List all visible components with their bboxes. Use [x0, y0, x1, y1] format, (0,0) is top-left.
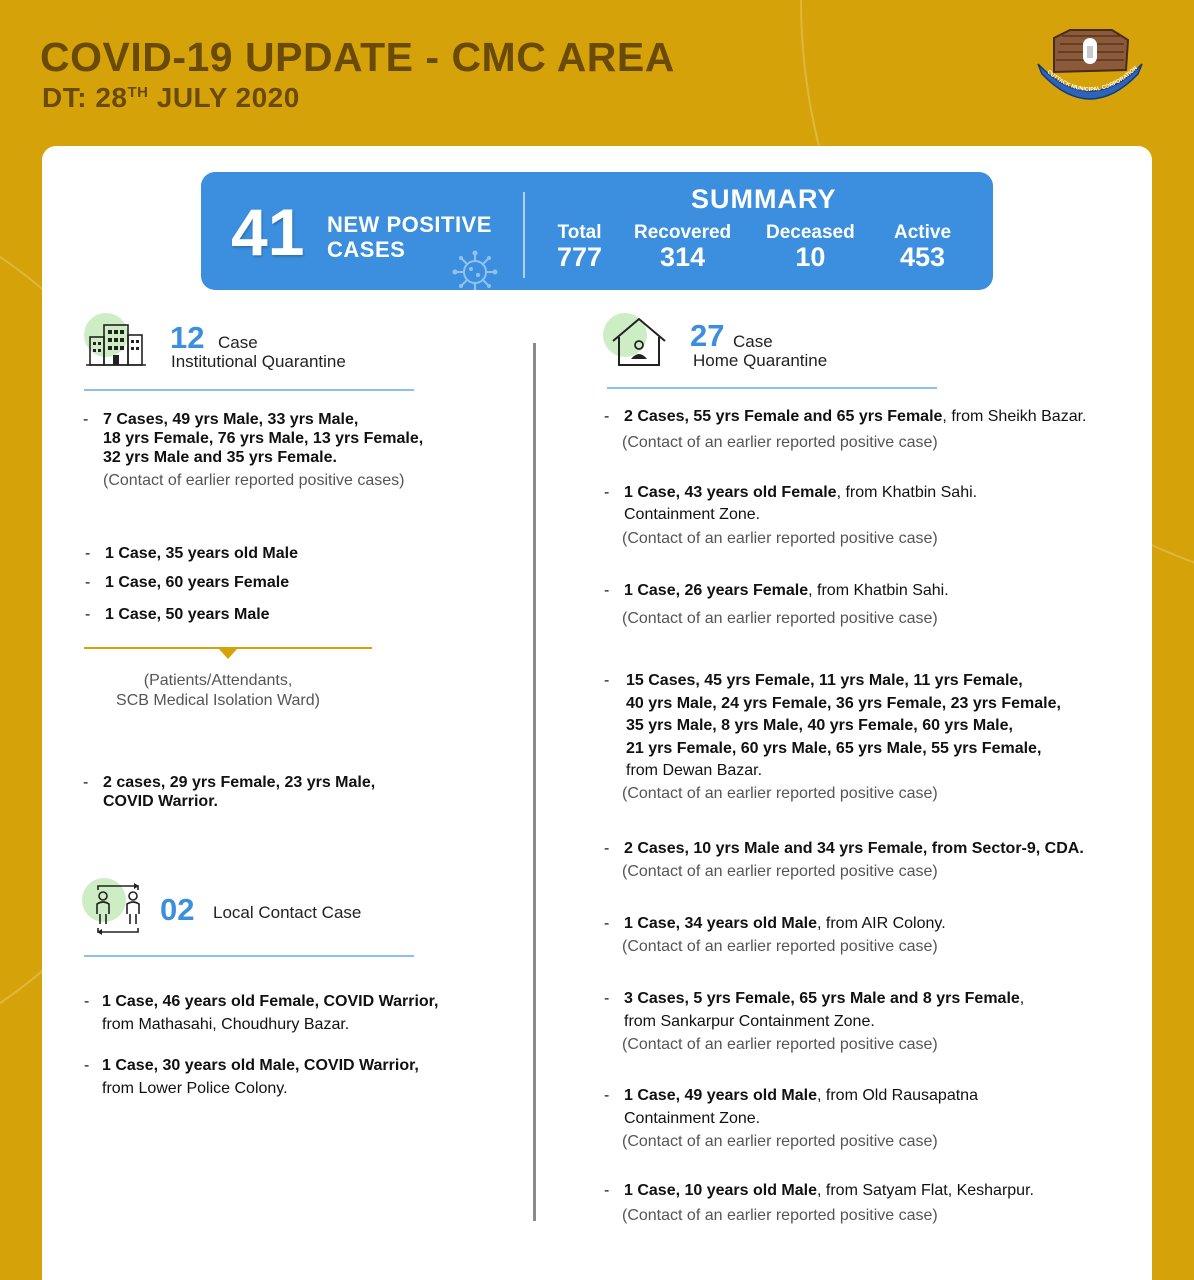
svg-text:CUTTACK MUNICIPAL CORPORATION: CUTTACK MUNICIPAL CORPORATION [1045, 65, 1139, 94]
institutional-count: 12 [170, 320, 205, 355]
stat-total: Total 777 [557, 222, 603, 272]
list-item: - 1 Case, 26 years Female, from Khatbin Sahi. (Contact of an earlier reported positive case) [604, 582, 949, 627]
new-positive-label: NEW POSITIVE CASES [327, 212, 492, 262]
section-divider [84, 955, 414, 957]
list-item: - 1 Case, 35 years old Male [85, 545, 298, 562]
summary-heading: SUMMARY [691, 184, 837, 214]
contact-people-icon [82, 878, 148, 936]
divider-pointer [219, 649, 237, 659]
list-item: - 1 Case, 34 years old Male, from AIR Colony. (Contact of an earlier reported positive case) [604, 915, 946, 955]
list-item: - 2 cases, 29 yrs Female, 23 yrs Male, COVID Warrior. [83, 774, 376, 810]
list-item: - 1 Case, 60 years Female [85, 574, 290, 591]
home-count: 27 [690, 318, 725, 353]
virus-icon [447, 248, 503, 292]
building-icon [82, 313, 148, 371]
stat-recovered: Recovered 314 [634, 222, 732, 272]
local-count: 02 [160, 892, 195, 927]
list-item: - 2 Cases, 55 yrs Female and 65 yrs Female, from Sheikh Bazar. (Contact of an earlier reported positive case) [604, 408, 1087, 451]
section-divider [84, 389, 414, 391]
scb-note: (Patients/Attendants, SCB Medical Isolation Ward) [116, 672, 320, 709]
section-divider [607, 387, 937, 389]
page-date: DT: 28TH JULY 2020 [42, 82, 300, 113]
list-item: - 2 Cases, 10 yrs Male and 34 yrs Female, from Sector-9, CDA. (Contact of an earlier reported positive case) [604, 840, 1084, 880]
local-label: Local Contact Case [213, 903, 362, 922]
summary-banner [201, 172, 993, 290]
column-divider [533, 343, 536, 1221]
cmc-logo [1034, 26, 1146, 106]
list-item: - 1 Case, 46 years old Female, COVID Warrior, from Mathasahi, Choudhury Bazar. [84, 993, 439, 1033]
home-count-label: Case [733, 332, 773, 351]
list-item: - 3 Cases, 5 yrs Female, 65 yrs Male and 8 yrs Female, from Sankarpur Containment Zone. (Contact of an earlier reported positive case) [604, 990, 1025, 1053]
list-item: - 1 Case, 50 years Male [85, 606, 270, 623]
list-item: - 1 Case, 30 years old Male, COVID Warrior, from Lower Police Colony. [84, 1057, 419, 1097]
institutional-count-label: Case [218, 333, 258, 352]
list-item: - 1 Case, 10 years old Male, from Satyam Flat, Kesharpur. (Contact of an earlier reported positive case) [604, 1182, 1034, 1224]
list-item: - 1 Case, 49 years old Male, from Old Rausapatna Containment Zone. (Contact of an earlier reported positive case) [604, 1087, 978, 1150]
new-positive-count: 41 [231, 195, 305, 269]
home-icon [603, 313, 669, 371]
list-item: - 15 Cases, 45 yrs Female, 11 yrs Male, 11 yrs Female, 40 yrs Male, 24 yrs Female, 36 yrs Female, 23 yrs Female, 35 yrs Male, 8 yrs Male, 40 yrs Female, 60 yrs Male, 21 yrs Female, 60 yrs Male, 65 yrs Male, 55 yrs Female, from Dewan Bazar. (Contact of an earlier reported positive case) [604, 672, 1061, 802]
list-item: - 7 Cases, 49 yrs Male, 33 yrs Male, 18 yrs Female, 76 yrs Male, 13 yrs Female, 32 yrs Male and 35 yrs Female. (Contact of earlier reported positive cases) [83, 411, 424, 489]
institutional-label: Institutional Quarantine [171, 352, 346, 371]
home-label: Home Quarantine [693, 351, 828, 370]
summary-divider [523, 192, 525, 278]
page-title: COVID-19 UPDATE - CMC AREA [40, 34, 675, 80]
list-item: - 1 Case, 43 years old Female, from Khatbin Sahi. Containment Zone. (Contact of an earlier reported positive case) [604, 484, 978, 547]
stat-active: Active 453 [894, 222, 952, 272]
stat-deceased: Deceased 10 [766, 222, 855, 272]
